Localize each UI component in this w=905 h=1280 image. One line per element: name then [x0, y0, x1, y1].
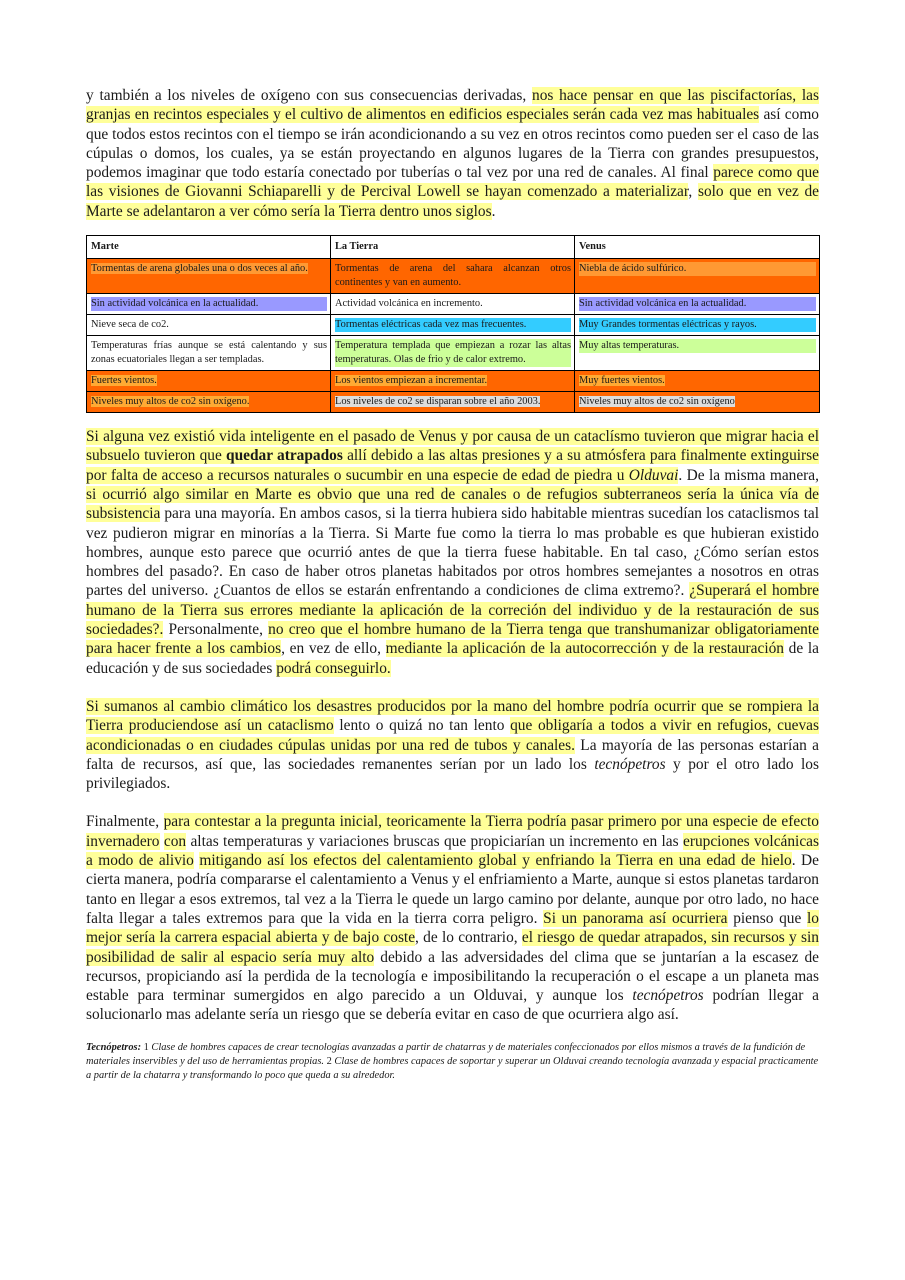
- highlighted-text: si ocurrió algo similar en Marte es obvio que una red de canales o de refugios subterraneos sería la única vía de subsistencia: [86, 485, 819, 523]
- cell-text: Actividad volcánica en incremento.: [335, 298, 483, 310]
- text-run: .: [491, 202, 496, 220]
- paragraph-spacer: [86, 678, 819, 697]
- table-cell: [331, 392, 575, 413]
- text-run: y por el otro lado los privilegiados.: [86, 755, 819, 793]
- table-header-row: [87, 236, 820, 259]
- footnote-number: 1: [141, 1041, 152, 1053]
- highlighted-text: a modo de alivio: [86, 852, 194, 870]
- planet-comparison-table: [86, 235, 820, 413]
- cell-text: Sin actividad volcánica en la actualidad.: [579, 297, 816, 311]
- text-run: , de lo contrario,: [415, 929, 522, 947]
- table-row: [87, 336, 820, 371]
- text-run: podrían llegar a solucionarlo mas adelante sería un riesgo que se debería evitar en caso de que ocurriera algo así.: [86, 987, 819, 1024]
- text-run: Finalmente,: [86, 813, 164, 831]
- table-cell: [87, 294, 331, 315]
- text-run: debido a las adversidades del clima que se juntarían a la escasez de recursos, propiciando así la perdida de la tecnología e imposibilitando la recuperación o el escape a un planeta mas estable para terminar sumergidos en algo parecido a un Olduvai, y aunque los: [86, 948, 820, 1005]
- text-run: pienso que: [727, 909, 808, 927]
- table-cell: [331, 259, 575, 294]
- highlighted-text: Si un panorama así ocurriera: [543, 909, 728, 927]
- table-cell: [331, 294, 575, 315]
- paragraph-conclusion: [86, 812, 819, 1024]
- table-row: [87, 315, 820, 336]
- text-run: para una mayoría. En ambos casos, si la tierra hubiera sido habitable mientras sucedían los cataclismos tal vez pudieron migrar en minorías a la Tierra. Si Marte fue como la tierra lo mas probable es que hubieran existido hombres, aunque esto parece que ocurrió antes de que la tierra fuese habitable. En tal caso, ¿Cómo serían estos hombres del pasado?. En caso de haber otros planetas habitados por otros hombres semejantes a nosotros en otras partes del universo. ¿Cuantos de ellos se estarán enfrentando a condiciones de clima extremo?.: [86, 505, 819, 600]
- text-run: altas temperaturas y variaciones bruscas que propiciarían un incremento en las: [186, 832, 683, 850]
- highlighted-text: parece como que las visiones de Giovanni Schiaparelli y de Percival Lowell se hayan comenzado a materializar: [86, 164, 819, 201]
- italic-text: tecnópetros: [632, 987, 704, 1005]
- header-tierra: La Tierra: [331, 236, 575, 259]
- footnote-definition: Clase de hombres capaces de crear tecnologías avanzadas a partir de chatarras y de materiales confeccionados por ellos mismos a través de la fundición de materiales inservibles y del uso de herramientas propias.: [86, 1041, 806, 1067]
- table-row: [87, 259, 820, 294]
- highlighted-text: el riesgo de quedar atrapados, sin recursos y sin posibilidad de salir al espacio sería muy alto: [86, 929, 819, 966]
- header-marte: Marte: [87, 236, 331, 259]
- highlighted-text: para contestar a la pregunta inicial, teoricamente la Tierra podría pasar primero por una especie de efecto invernadero: [86, 813, 819, 850]
- footnote-number: 2: [324, 1055, 335, 1067]
- text-run: así como que todos estos recintos con el tiempo se irán acondicionando a su vez en otros recintos como pueden ser el caso de las cúpulas o domos, los cuales, ya se están proyectando en algunos lugares de la Tierra con grandes presupuestos, podemos imaginar que todo estaría conectado por tuberías o tal vez por una red de canales. Al final: [86, 106, 819, 182]
- cell-text: Muy altas temperaturas.: [579, 339, 816, 353]
- cell-text: Los vientos empiezan a incrementar.: [335, 375, 488, 387]
- table-cell: [575, 371, 820, 392]
- table-cell: [575, 315, 820, 336]
- header-venus: Venus: [575, 236, 820, 259]
- table-cell: [575, 336, 820, 371]
- cell-text: Temperaturas frías aunque se está calentando y sus zonas ecuatoriales llegan a ser templadas.: [91, 340, 327, 366]
- bold-text: quedar atrapados: [226, 447, 343, 465]
- cell-text: Niebla de ácido sulfúrico.: [579, 262, 816, 276]
- cell-text: Tormentas de arena globales una o dos veces al año.: [91, 263, 308, 275]
- text-run: . De cierta manera, podría compararse el calentamiento a Venus y el enfriamiento a Marte, aunque si estos planetas tardaron tanto en llegar a esos extremos, tal vez a la Tierra le quede un largo camino por delante, aunque por otro lado, no hace falta llegar a tales extremos para que la vida en la tierra corra peligro.: [86, 852, 819, 927]
- footnote-term: Tecnópetros:: [86, 1041, 142, 1053]
- table-cell: [87, 371, 331, 392]
- cell-text: Muy fuertes vientos.: [579, 375, 665, 387]
- cell-text: Fuertes vientos.: [91, 375, 157, 387]
- table-row: [87, 392, 820, 413]
- cell-text: Muy Grandes tormentas eléctricas y rayos.: [579, 318, 816, 332]
- table-cell: [575, 392, 820, 413]
- highlighted-text: Si alguna vez existió vida inteligente en el pasado de Venus y por causa de un cataclísmo tuvieron que migrar hacia el subsuelo tuvieron que: [86, 428, 819, 465]
- table-cell: [87, 336, 331, 371]
- table-cell: [331, 336, 575, 371]
- highlighted-text: erupciones volcánicas: [683, 832, 819, 850]
- highlighted-text: no creo que el hombre humano de la Tierra tenga que transhumanizar obligatoriamente para hacer frente a los cambios: [86, 621, 819, 658]
- highlighted-text: allí debido a las altas presiones y a su atmósfera para finalmente extinguirse por falta de acceso a recursos naturales o sucumbir en una especie de edad de piedra u: [86, 447, 820, 484]
- cell-text: Los niveles de co2 se disparan sobre el año 2003.: [335, 396, 541, 408]
- cell-text: Sin actividad volcánica en la actualidad.: [91, 297, 327, 311]
- footnote-definition: Clase de hombres capaces de soportar y superar un Olduvai creando tecnología avanzada y espacial practicamente a partir de la chatarra y transformando lo poco que queda a su alrededor.: [86, 1055, 819, 1081]
- text-run: , en vez de ello,: [281, 640, 386, 658]
- table-cell: [575, 259, 820, 294]
- highlighted-text: podrá conseguirlo.: [276, 659, 391, 677]
- cell-text: Niveles muy altos de co2 sin oxígeno.: [91, 396, 250, 408]
- paragraph-cataclysm: [86, 697, 819, 793]
- highlighted-text: nos hace pensar en que las piscifactorías, las granjas en recintos especiales y el cultivo de alimentos en edificios especiales serán cada vez mas habituales: [86, 87, 820, 124]
- paragraph-spacer: [86, 793, 819, 812]
- text-run: Personalmente,: [163, 621, 269, 639]
- cell-text: Nieve seca de co2.: [91, 319, 169, 331]
- italic-text: tecnópetros: [594, 755, 666, 773]
- table-row: [87, 294, 820, 315]
- highlighted-text: lo mejor sería la carrera espacial abierta y de bajo coste: [86, 909, 819, 947]
- text-run: . De la misma manera,: [678, 466, 819, 484]
- paragraph-venus: [86, 427, 819, 678]
- table-cell: [331, 315, 575, 336]
- cell-text: Tormentas de arena del sahara alcanzan otros continentes y van en aumento.: [335, 263, 571, 289]
- table-cell: [575, 294, 820, 315]
- highlighted-text: con: [163, 832, 187, 850]
- highlighted-text: Si sumanos al cambio climático los desastres producidos por la mano del hombre podría ocurrir que se rompiera la Tierra produciendose así un cataclismo: [86, 697, 819, 735]
- table-cell: [87, 259, 331, 294]
- cell-text: Tormentas eléctricas cada vez mas frecuentes.: [335, 318, 571, 332]
- document-page: [86, 86, 819, 1093]
- text-run: ,: [688, 183, 698, 201]
- cell-text: Niveles muy altos de co2 sin oxígeno: [579, 396, 735, 408]
- highlighted-text: mitigando así los efectos del calentamiento global y enfriando la Tierra en una edad de hielo: [199, 852, 792, 870]
- footnote: [86, 1041, 819, 1083]
- highlighted-text: ¿Superará el hombre humano de la Tierra sus errores mediante la aplicación de la correción del individuo y de la restauración de sus sociedades?.: [86, 582, 819, 639]
- table-cell: [87, 315, 331, 336]
- table-cell: [331, 371, 575, 392]
- text-run: lento o quizá no tan lento: [333, 717, 511, 735]
- cell-text: Temperatura templada que empiezan a rozar las altas temperaturas. Olas de frio y de calor extremo.: [335, 340, 571, 366]
- highlighted-text: mediante la aplicación de la autocorrección y de la restauración: [385, 640, 785, 658]
- highlighted-text: que obligaría a todos a vivir en refugios, cuevas acondicionadas o en ciudades cúpulas unidas por una red de tubos y canales.: [86, 717, 819, 754]
- italic-text: Olduvai: [628, 466, 679, 484]
- table-cell: [87, 392, 331, 413]
- highlighted-text: solo que en vez de Marte se adelantaron a ver cómo sería la Tierra dentro unos siglos: [86, 183, 819, 220]
- text-run: y también a los niveles de oxígeno con sus consecuencias derivadas,: [86, 87, 533, 104]
- paragraph-intro: [86, 86, 819, 221]
- text-run: de la educación y de sus sociedades: [86, 640, 819, 677]
- table-row: [87, 371, 820, 392]
- text-run: La mayoría de las personas estarían a falta de recursos, así que, las sociedades remanentes serían por un lado los: [86, 736, 819, 773]
